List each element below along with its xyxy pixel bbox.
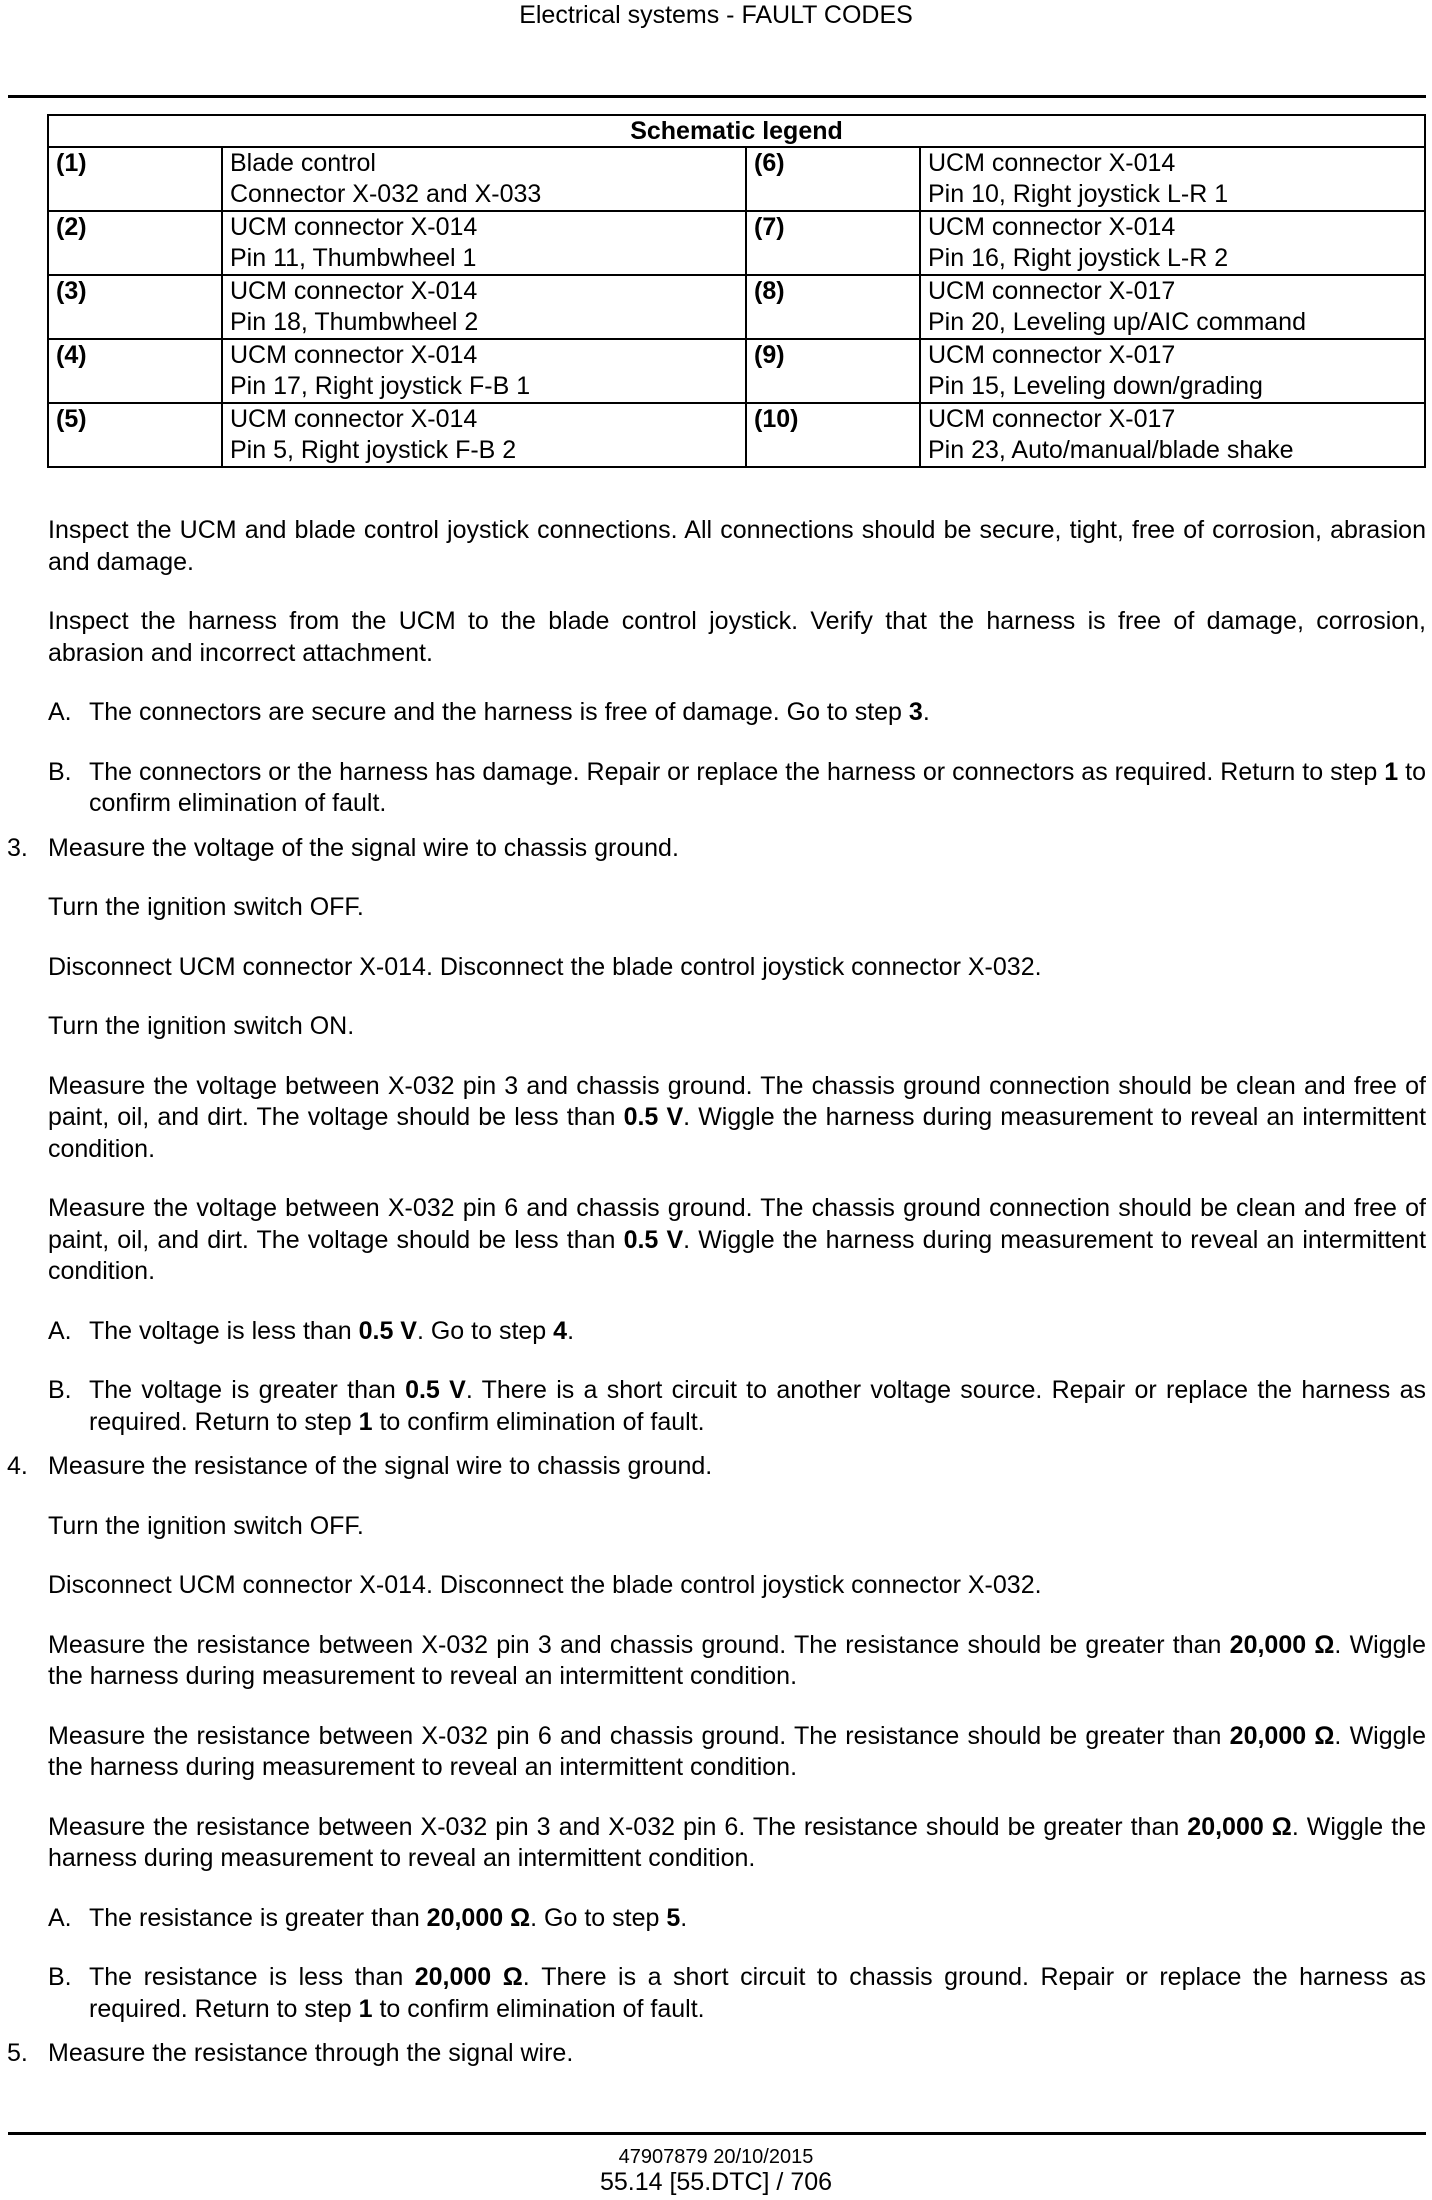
legend-description: [222, 147, 746, 211]
legend-desc-line: Pin 23, Auto/manual/blade shake: [928, 436, 1294, 464]
step-title: Measure the voltage of the signal wire to chassis ground.: [48, 833, 679, 862]
option-item: [48, 1375, 1426, 1438]
legend-description: [920, 211, 1425, 275]
legend-title-row: [48, 115, 1425, 147]
legend-desc-line: Pin 15, Leveling down/grading: [928, 372, 1263, 400]
step-reference: 1: [1384, 757, 1399, 786]
paragraph: Turn the ignition switch OFF.: [48, 1511, 364, 1540]
option-item: [48, 757, 1426, 820]
paragraph-text: Measure the resistance between X-032 pin 3 and chassis ground. The resistance should be greater than: [48, 1630, 1230, 1659]
paragraph-text: Measure the resistance between X-032 pin 6 and chassis ground. The resistance should be greater than: [48, 1721, 1230, 1750]
option-text: to confirm elimination of fault.: [372, 1994, 705, 2023]
value-emphasis: 20,000 Ω: [414, 1963, 523, 1991]
paragraph-text: . Wiggle the harness during measurement to reveal an intermittent condition.: [48, 1630, 1426, 1690]
legend-number: (10): [746, 403, 920, 467]
paragraph: Inspect the UCM and blade control joystick connections. All connections should be secure, tight, free of corrosion, abrasion and damage.: [48, 516, 1426, 576]
legend-desc-line: Blade control: [230, 149, 376, 177]
option-label: B.: [48, 757, 72, 786]
paragraph: [48, 1071, 1426, 1166]
value-emphasis: 0.5 V: [405, 1376, 466, 1404]
paragraph: [48, 1630, 1426, 1693]
legend-desc-line: UCM connector X-014: [928, 149, 1176, 177]
option-item: [48, 1962, 1426, 2025]
legend-description: [920, 339, 1425, 403]
legend-desc-line: UCM connector X-014: [230, 405, 478, 433]
legend-number: (2): [48, 211, 222, 275]
legend-desc-line: Pin 11, Thumbwheel 1: [230, 244, 477, 272]
legend-description: [920, 403, 1425, 467]
option-text: to confirm elimination of fault.: [89, 757, 1427, 817]
paragraph: [48, 1193, 1426, 1288]
value-emphasis: 0.5 V: [358, 1316, 417, 1345]
legend-row: [48, 403, 1425, 467]
option-text: The resistance is greater than: [89, 1903, 427, 1932]
paragraph: [48, 1721, 1426, 1784]
legend-description: [222, 403, 746, 467]
document-id: 47907879 20/10/2015: [618, 2146, 814, 2168]
page-number: 55.14 [55.DTC] / 706: [599, 2168, 833, 2196]
step-number: 3.: [7, 833, 28, 862]
value-emphasis: 20,000 Ω: [1229, 1721, 1335, 1750]
legend-desc-line: UCM connector X-017: [928, 277, 1176, 305]
option-text: The connectors are secure and the harness is free of damage. Go to step: [89, 698, 909, 726]
paragraph-text: . Wiggle the harness during measurement to reveal an intermittent condition.: [48, 1721, 1426, 1781]
value-emphasis: 0.5 V: [623, 1103, 684, 1131]
option-label: B.: [48, 1376, 72, 1404]
legend-description: [222, 339, 746, 403]
legend-description: [920, 275, 1425, 339]
option-text: . Go to step: [416, 1316, 554, 1345]
option-label: A.: [48, 698, 72, 726]
legend-number: (5): [48, 403, 222, 467]
paragraph-text: Measure the voltage between X-032 pin 6 and chassis ground. The chassis ground connection should be clean and free of paint, oil, and dirt. The voltage should be less than: [48, 1194, 1426, 1254]
option-item: A. The connectors are secure and the harness is free of damage. Go to step 3.: [48, 697, 1426, 729]
paragraph-text: Measure the resistance between X-032 pin 3 and X-032 pin 6. The resistance should be greater than: [48, 1812, 1188, 1841]
paragraph: Turn the ignition switch OFF.: [48, 893, 364, 921]
legend-row: [48, 275, 1425, 339]
paragraph-text: . Wiggle the harness during measurement to reveal an intermittent condition.: [48, 1103, 1427, 1163]
step-title: Measure the resistance of the signal wire to chassis ground.: [48, 1452, 713, 1480]
legend-desc-line: Pin 20, Leveling up/AIC command: [928, 308, 1306, 336]
value-emphasis: 20,000 Ω: [1187, 1812, 1292, 1841]
legend-desc-line: UCM connector X-014: [230, 213, 478, 241]
paragraph-text: . Wiggle the harness during measurement to reveal an intermittent condition.: [48, 1812, 1426, 1872]
legend-row: [48, 339, 1425, 403]
step-number: 5.: [7, 2039, 28, 2067]
option-label: A.: [48, 1316, 72, 1345]
step-reference: 1: [358, 1994, 373, 2023]
legend-desc-line: Pin 10, Right joystick L-R 1: [928, 180, 1229, 208]
paragraph: Inspect the harness from the UCM to the blade control joystick. Verify that the harness is free of damage, corrosion, abrasion and incorrect attachment.: [48, 607, 1426, 667]
legend-number: (1): [48, 147, 222, 211]
option-text: . There is a short circuit to another voltage source. Repair or replace the harness as required. Return to step: [89, 1376, 1427, 1436]
legend-number: (6): [746, 147, 920, 211]
value-emphasis: 0.5 V: [623, 1225, 684, 1254]
option-label: A.: [48, 1903, 72, 1932]
legend-description: [222, 211, 746, 275]
option-text: The voltage is greater than: [89, 1376, 406, 1404]
paragraph: Disconnect UCM connector X-014. Disconnect the blade control joystick connector X-032.: [48, 1571, 1042, 1599]
step-title: Measure the resistance through the signal wire.: [48, 2039, 574, 2067]
procedure-content: [7, 515, 1427, 2098]
option-text: The connectors or the harness has damage. Repair or replace the harness or connectors as required. Return to step: [89, 757, 1385, 786]
legend-row: [48, 147, 1425, 211]
value-emphasis: 20,000 Ω: [1229, 1630, 1335, 1659]
paragraph-text: . Wiggle the harness during measurement to reveal an intermittent condition.: [48, 1225, 1427, 1285]
header-divider: [8, 95, 1426, 98]
page-header: Electrical systems - FAULT CODES: [519, 1, 913, 29]
legend-desc-line: Pin 17, Right joystick F-B 1: [230, 372, 531, 400]
step-reference: 1: [358, 1407, 373, 1436]
step-reference: 5: [666, 1903, 681, 1932]
step-heading: [7, 833, 1426, 865]
option-text: to confirm elimination of fault.: [372, 1407, 705, 1436]
value-emphasis: 20,000 Ω: [426, 1903, 531, 1932]
legend-desc-line: Connector X-032 and X-033: [230, 180, 542, 208]
step-number: 4.: [7, 1452, 28, 1480]
legend-description: [222, 275, 746, 339]
legend-desc-line: UCM connector X-014: [230, 341, 478, 369]
legend-desc-line: UCM connector X-014: [230, 277, 478, 305]
legend-number: (9): [746, 339, 920, 403]
legend-number: (7): [746, 211, 920, 275]
legend-description: [920, 147, 1425, 211]
paragraph: [48, 1812, 1426, 1875]
step-reference: 3: [908, 698, 923, 726]
step-reference: 4: [553, 1316, 568, 1345]
option-text: The resistance is less than: [89, 1963, 415, 1991]
legend-row: [48, 211, 1425, 275]
option-text: . There is a short circuit to chassis ground. Repair or replace the harness as required. Return to step: [89, 1963, 1426, 2023]
legend-number: (3): [48, 275, 222, 339]
legend-desc-line: Pin 18, Thumbwheel 2: [230, 308, 479, 336]
paragraph-text: Measure the voltage between X-032 pin 3 and chassis ground. The chassis ground connection should be clean and free of paint, oil, and dirt. The voltage should be less than: [48, 1071, 1426, 1131]
legend-title: Schematic legend: [48, 115, 1425, 147]
option-item: A. The resistance is greater than 20,000 Ω. Go to step 5.: [48, 1903, 1426, 1935]
paragraph: Turn the ignition switch ON.: [48, 1012, 355, 1040]
option-label: B.: [48, 1963, 72, 1991]
paragraph: Disconnect UCM connector X-014. Disconnect the blade control joystick connector X-032.: [48, 952, 1042, 981]
option-item: A. The voltage is less than 0.5 V. Go to step 4.: [48, 1316, 1426, 1348]
legend-desc-line: Pin 16, Right joystick L-R 2: [928, 244, 1229, 272]
schematic-legend-table: [47, 114, 1426, 468]
step-heading: [7, 2038, 1426, 2070]
option-text: . Go to step: [530, 1903, 667, 1932]
legend-desc-line: UCM connector X-017: [928, 405, 1176, 433]
step-heading: [7, 1451, 1426, 1483]
legend-number: (4): [48, 339, 222, 403]
footer-divider: [8, 2132, 1426, 2135]
legend-desc-line: Pin 5, Right joystick F-B 2: [230, 436, 517, 464]
legend-desc-line: UCM connector X-017: [928, 341, 1176, 369]
legend-desc-line: UCM connector X-014: [928, 213, 1176, 241]
legend-number: (8): [746, 275, 920, 339]
option-text: The voltage is less than: [89, 1316, 359, 1345]
